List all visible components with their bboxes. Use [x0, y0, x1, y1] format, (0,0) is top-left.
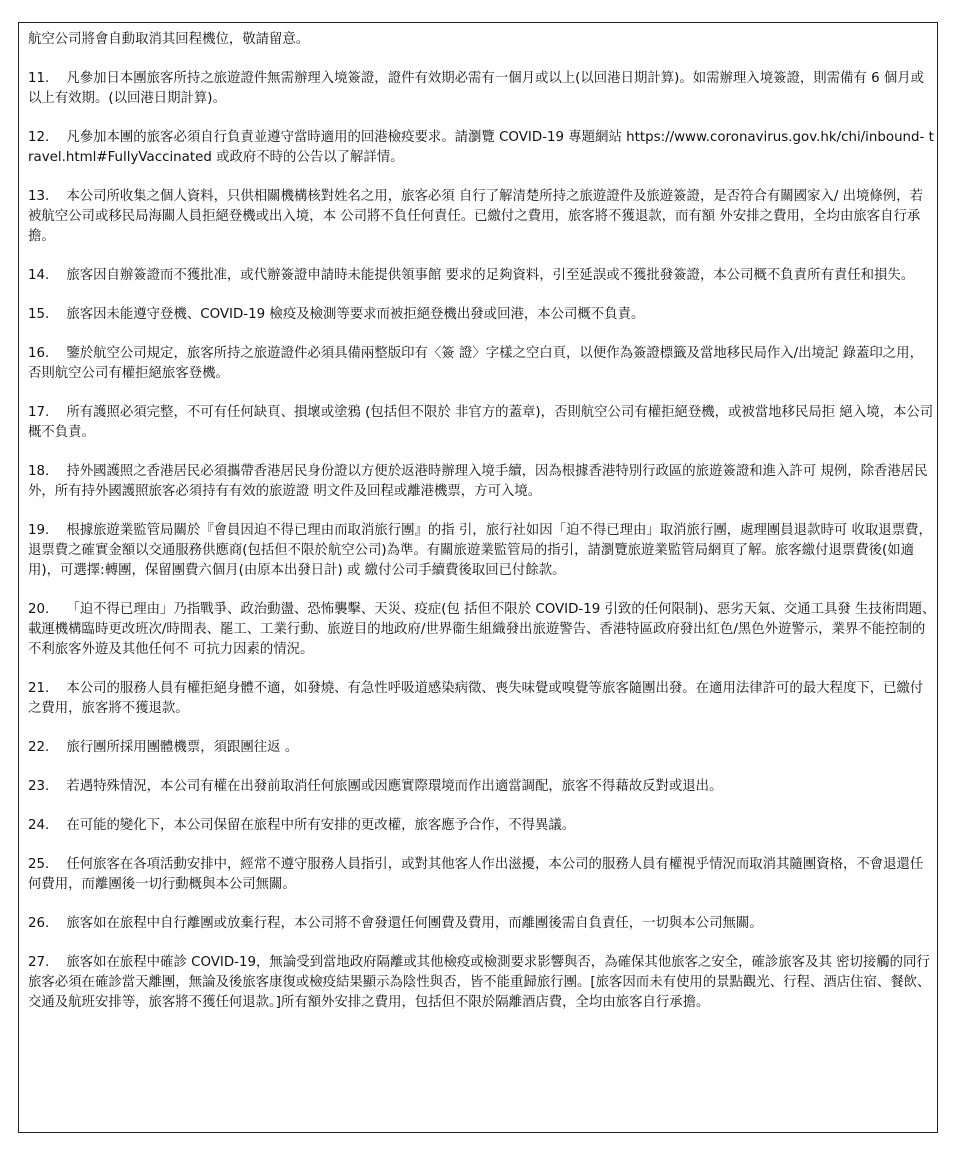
term-number: 22. — [28, 740, 50, 755]
term-number: 19. — [28, 523, 50, 538]
term-number: 11. — [28, 71, 50, 86]
intro-paragraph: 航空公司將會自動取消其回程機位，敬請留意。 — [28, 32, 310, 47]
term-text: 在可能的變化下，本公司保留在旅程中所有安排的更改權，旅客應予合作，不得異議。 — [66, 818, 576, 833]
term-text: 旅客如在旅程中自行離團或放棄行程，本公司將不會發還任何團費及費用，而離團後需自負責任，一切與本公司無關。 — [66, 916, 763, 931]
term-item-12 — [28, 128, 936, 168]
term-text: 凡參加本團的旅客必須自行負責並遵守當時適用的回港檢疫要求。請瀏覽 COVID-19 專題網站 https://www.coronavirus.gov.hk/chi/inbound- travel.html#FullyVaccinated 或政府不時的公告以了解詳情。 — [28, 130, 934, 165]
term-item-17 — [28, 403, 936, 443]
term-item-19 — [28, 521, 936, 581]
term-number: 14. — [28, 268, 50, 283]
term-number: 24. — [28, 818, 50, 833]
term-text: 鑒於航空公司規定，旅客所持之旅遊證件必須具備兩整版印有〈簽 證〉字樣之空白頁，以便作為簽證標籤及當地移民局作入/出境記 錄蓋印之用，否則航空公司有權拒絕旅客登機。 — [28, 346, 923, 381]
term-number: 16. — [28, 346, 50, 361]
term-text: 「迫不得已理由」乃指戰爭、政治動盪、恐怖襲擊、天災、疫症(包 括但不限於 COVID-19 引致的任何限制)、惡劣天氣、交通工具發 生技術問題、載運機構臨時更改班次/時間表、罷工、工業行動、旅遊目的地政府/世界衞生組織發出旅遊警告、香港特區政府發出紅色/黑色外遊警示，業界不能控制的不利旅客外遊及其他任何不 可抗力因素的情況。 — [28, 602, 936, 657]
term-item-18 — [28, 462, 936, 502]
term-text: 本公司的服務人員有權拒絕身體不適，如發燒、有急性呼吸道感染病徵、喪失味覺或嗅覺等旅客隨團出發。在適用法律許可的最大程度下，已繳付之費用，旅客將不獲退款。 — [28, 681, 924, 716]
term-item-22 — [28, 738, 936, 758]
term-text: 所有護照必須完整，不可有任何缺頁、損壞或塗鴉 (包括但不限於 非官方的蓋章)，否則航空公司有權拒絕登機，或被當地移民局拒 絕入境，本公司概不負責。 — [28, 405, 934, 440]
term-number: 26. — [28, 916, 50, 931]
term-text: 任何旅客在各項活動安排中，經常不遵守服務人員指引，或對其他客人作出滋擾，本公司的服務人員有權視乎情況而取消其隨團資格，不會退還任何費用，而離團後一切行動概與本公司無關。 — [28, 857, 924, 892]
term-item-27 — [28, 953, 936, 1013]
term-text: 持外國護照之香港居民必須攜帶香港居民身份證以方便於返港時辦理入境手續，因為根據香港特別行政區的旅遊簽證和進入許可 規例，除香港居民外，所有持外國護照旅客必須持有有效的旅遊證 明文件及回程或離港機票，方可入境。 — [28, 464, 928, 499]
term-item-15 — [28, 305, 936, 325]
term-number: 17. — [28, 405, 50, 420]
term-text: 旅客因自辦簽證而不獲批准，或代辦簽證申請時未能提供領事館 要求的足夠資料，引至延誤或不獲批發簽證，本公司概不負責所有責任和損失。 — [66, 268, 915, 283]
term-number: 15. — [28, 307, 50, 322]
term-item-23 — [28, 777, 936, 797]
term-item-14 — [28, 266, 936, 286]
term-text: 若遇特殊情況，本公司有權在出發前取消任何旅團或因應實際環境而作出適當調配，旅客不得藉故反對或退出。 — [66, 779, 723, 794]
term-number: 18. — [28, 464, 50, 479]
term-item-24 — [28, 816, 936, 836]
term-number: 21. — [28, 681, 50, 696]
term-text: 凡參加日本團旅客所持之旅遊證件無需辦理入境簽證，證件有效期必需有一個月或以上(以回港日期計算)。如需辦理入境簽證，則需備有 6 個月或以上有效期。(以回港日期計算)。 — [28, 71, 925, 106]
term-text: 本公司所收集之個人資料，只供相關機構核對姓名之用，旅客必須 自行了解清楚所持之旅遊證件及旅遊簽證，是否符合有關國家入/ 出境條例，若被航空公司或移民局海關人員拒絕登機或出入境，本 公司將不負任何責任。已繳付之費用，旅客將不獲退款，而有額 外安排之費用，全均由旅客自行承擔。 — [28, 189, 923, 244]
term-number: 25. — [28, 857, 50, 872]
term-text: 旅行團所採用團體機票，須跟團往返 。 — [66, 740, 299, 755]
term-number: 20. — [28, 602, 50, 617]
term-item-26 — [28, 914, 936, 934]
term-number: 12. — [28, 130, 50, 145]
term-number: 13. — [28, 189, 50, 204]
term-item-13 — [28, 187, 936, 247]
term-item-11 — [28, 69, 936, 109]
terms-content — [28, 30, 936, 1013]
term-text: 旅客如在旅程中確診 COVID-19，無論受到當地政府隔離或其他檢疫或檢測要求影響與否，為確保其他旅客之安全，確診旅客及其 密切接觸的同行旅客必須在確診當天離團，無論及後旅客康復或檢疫結果顯示為陰性與否，皆不能重歸旅行團。[旅客因而未有使用的景點觀光、行程、酒店住宿、餐飲、交通及航班安排等，旅客將不獲任何退款。]所有額外安排之費用，包括但不限於隔離酒店費，全均由旅客自行承擔。 — [28, 955, 931, 1010]
term-text: 根據旅遊業監管局關於『會員因迫不得已理由而取消旅行團』的指 引，旅行社如因「迫不得已理由」取消旅行團，處理團員退款時可 收取退票費，退票費之確實金額以交通服務供應商(包括但不限於航空公司)為準。有關旅遊業監管局的指引，請瀏覽旅遊業監管局網頁了解。旅客繳付退票費後(如適用)，可選擇:轉團，保留團費六個月(由原本出發日計) 或 繳付公司手續費後取回已付餘款。 — [28, 523, 932, 578]
term-item-20 — [28, 600, 936, 660]
term-item-25 — [28, 855, 936, 895]
term-number: 27. — [28, 955, 50, 970]
term-item-21 — [28, 679, 936, 719]
term-text: 旅客因未能遵守登機、COVID-19 檢疫及檢測等要求而被拒絕登機出發或回港，本公司概不負責。 — [66, 307, 645, 322]
term-number: 23. — [28, 779, 50, 794]
term-item-16 — [28, 344, 936, 384]
